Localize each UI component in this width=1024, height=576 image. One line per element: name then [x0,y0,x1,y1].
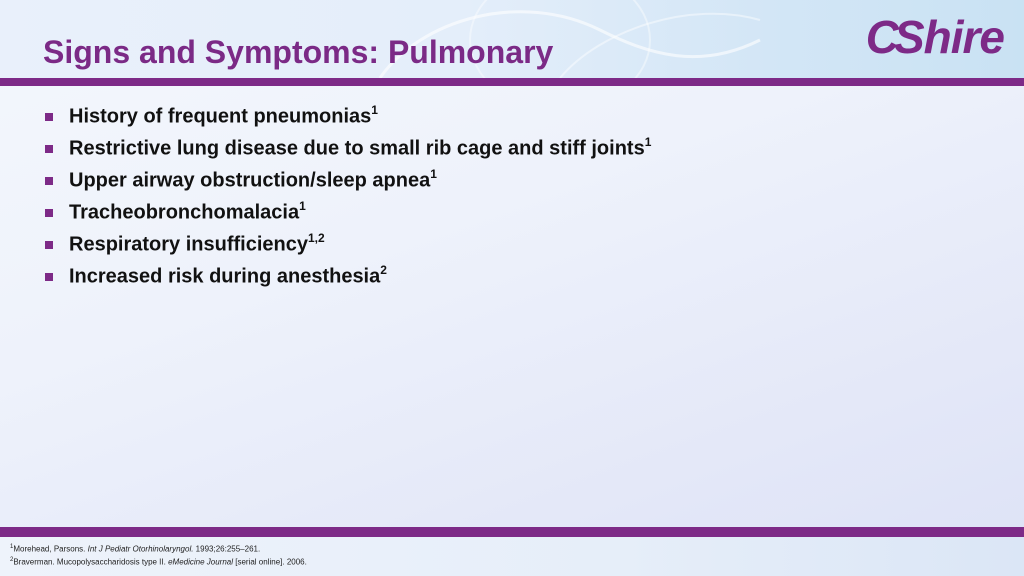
reference-authors: Braverman. Mucopolysaccharidosis type II. [13,557,169,567]
bullet-item [44,200,651,232]
bullet-square-icon [45,273,53,281]
footer-divider [0,527,1024,537]
bullet-square-icon [45,145,53,153]
reference-journal: Int J Pediatr Otorhinolaryngol. [87,544,194,554]
citation-marker: 1 [430,167,437,181]
bullet-square-icon [45,209,53,217]
bullet-text: Restrictive lung disease due to small rib cage and stiff joints [69,137,645,160]
shire-logo [866,10,1004,64]
page-title: Signs and Symptoms: Pulmonary [43,34,554,70]
bullet-text: Upper airway obstruction/sleep apnea [69,169,431,192]
logo-text: Shire [893,11,1004,63]
bullet-text: History of frequent pneumonias [69,105,372,128]
header-divider [0,78,1024,86]
logo-mark: C [865,11,898,63]
bullet-square-icon [45,113,53,121]
reference-item [10,555,307,568]
citation-marker: 1 [644,135,652,149]
bullet-text: Respiratory insufficiency [69,233,308,256]
reference-details: 1993;26:255–261. [193,544,261,554]
bullet-item [44,232,651,264]
bullet-item [44,136,651,168]
citation-marker: 1 [371,103,378,117]
reference-number: 2 [10,556,14,563]
bullet-item [44,168,651,200]
reference-authors: Morehead, Parsons. [13,544,88,554]
citation-marker: 1,2 [307,231,325,245]
references [10,542,307,567]
citation-marker: 2 [380,263,387,277]
bullet-text: Increased risk during anesthesia [69,265,381,288]
bullet-square-icon [45,241,53,249]
bullet-square-icon [45,177,53,185]
reference-details: [serial online]. 2006. [233,557,307,567]
bullet-text: Tracheobronchomalacia [69,201,300,224]
header-band [0,0,1024,78]
bullet-list [44,104,651,296]
reference-journal: eMedicine Journal [168,557,234,567]
reference-number: 1 [10,544,14,550]
reference-item [10,542,307,555]
citation-marker: 1 [299,199,306,213]
bullet-item [44,264,651,296]
bullet-item [44,104,651,136]
